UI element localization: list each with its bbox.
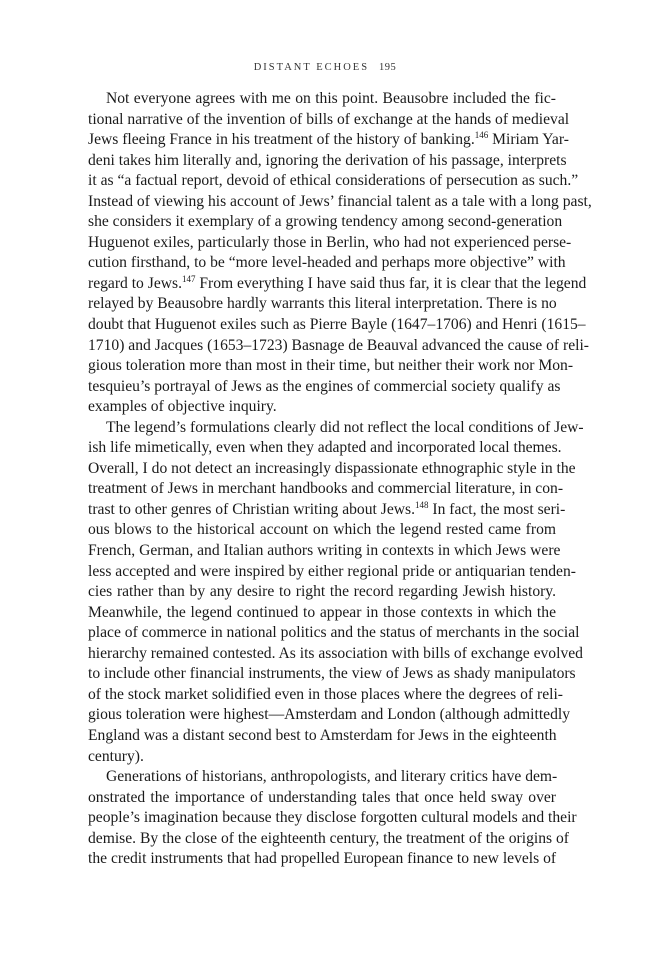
text-line: The legend’s formulations clearly did not reflect the local conditions of Jew- [106, 418, 584, 436]
footnote-ref[interactable]: 147 [181, 273, 196, 284]
text-line: she considers it exemplary of a growing tendency among second-generation [88, 213, 563, 231]
text-line: to include other financial instruments, the view of Jews as shady manipulators [88, 665, 576, 683]
running-head-title: DISTANT ECHOES [253, 62, 370, 73]
text-line: Meanwhile, the legend continued to appear in those contexts in which the [88, 603, 556, 621]
text-line: relayed by Beausobre hardly warrants this literal interpretation. There is no [88, 295, 557, 313]
text-line: the credit instruments that had propelled European finance to new levels of [88, 850, 557, 868]
text-line: England was a distant second best to Amsterdam for Jews in the eighteenth [88, 726, 557, 744]
text-line: trast to other genres of Christian writing about Jews.$^{148}$ In fact, the most seri- [88, 499, 566, 518]
text-line: ous blows to the historical account on which the legend rested came from [88, 521, 556, 539]
text-line: hierarchy remained contested. As its association with bills of exchange evolved [88, 644, 583, 662]
page-number: 195 [379, 62, 397, 73]
text-line: cution firsthand, to be “more level-headed and perhaps more objective” with [88, 254, 566, 272]
text-line: Not everyone agrees with me on this point. Beausobre included the fic- [106, 90, 556, 107]
paragraph [88, 89, 592, 418]
text-line: demise. By the close of the eighteenth century, the treatment of the origins of [88, 829, 569, 847]
text-line: examples of objective inquiry. [88, 398, 277, 416]
text-line: place of commerce in national politics and the status of merchants in the social [88, 624, 580, 642]
text-line: treatment of Jews in merchant handbooks and commercial literature, in con- [88, 480, 564, 498]
text-line: 1710) and Jacques (1653–1723) Basnage de Beauval advanced the cause of reli- [88, 336, 589, 354]
text-line: it as “a factual report, devoid of ethical considerations of persecution as such.” [88, 172, 579, 190]
text-line: Huguenot exiles, particularly those in Berlin, who had not experienced perse- [88, 233, 572, 251]
footnote-ref[interactable]: 146 [474, 130, 489, 141]
text-line: Overall, I do not detect an increasingly dispassionate ethnographic style in the [88, 459, 576, 477]
text-line: Jews fleeing France in his treatment of the history of banking.$^{146}$ Miriam Yar- [88, 130, 569, 149]
text-line: doubt that Huguenot exiles such as Pierre Bayle (1647–1706) and Henri (1615– [88, 316, 586, 334]
text-line: onstrated the importance of understanding tales that once held sway over [88, 788, 556, 806]
text-line: regard to Jews.$^{147}$ From everything I have said thus far, it is clear that the legend [88, 273, 587, 292]
footnote-ref[interactable]: 148 [414, 499, 429, 510]
text-line: less accepted and were inspired by either regional pride or antiquarian tenden- [88, 562, 576, 580]
paragraph [88, 418, 584, 767]
text-line: gious toleration more than most in their time, but neither their work nor Mon- [88, 357, 574, 375]
text-line: ish life mimetically, even when they adapted and incorporated local themes. [88, 439, 562, 457]
text-line: deni takes him literally and, ignoring the derivation of his passage, interprets [88, 151, 567, 169]
text-line: century). [88, 747, 144, 765]
text-line: gious toleration were highest—Amsterdam and London (although admittedly [88, 706, 571, 724]
text-line: French, German, and Italian authors writing in contexts in which Jews were [88, 542, 561, 560]
text-line: tional narrative of the invention of bills of exchange at the hands of medieval [88, 110, 570, 128]
text-line: of the stock market solidified even in those places where the degrees of reli- [88, 685, 564, 703]
body-text [88, 89, 592, 870]
text-line: Instead of viewing his account of Jews’ financial talent as a tale with a long past, [88, 192, 592, 210]
paragraph [88, 767, 577, 870]
text-line: people’s imagination because they disclose forgotten cultural models and their [88, 809, 577, 827]
running-head [0, 62, 650, 73]
text-line: cies rather than by any desire to right the record regarding Jewish history. [88, 583, 556, 601]
text-line: tesquieu’s portrayal of Jews as the engines of commercial society qualify as [88, 377, 561, 395]
text-line: Generations of historians, anthropologists, and literary critics have dem- [106, 768, 558, 786]
